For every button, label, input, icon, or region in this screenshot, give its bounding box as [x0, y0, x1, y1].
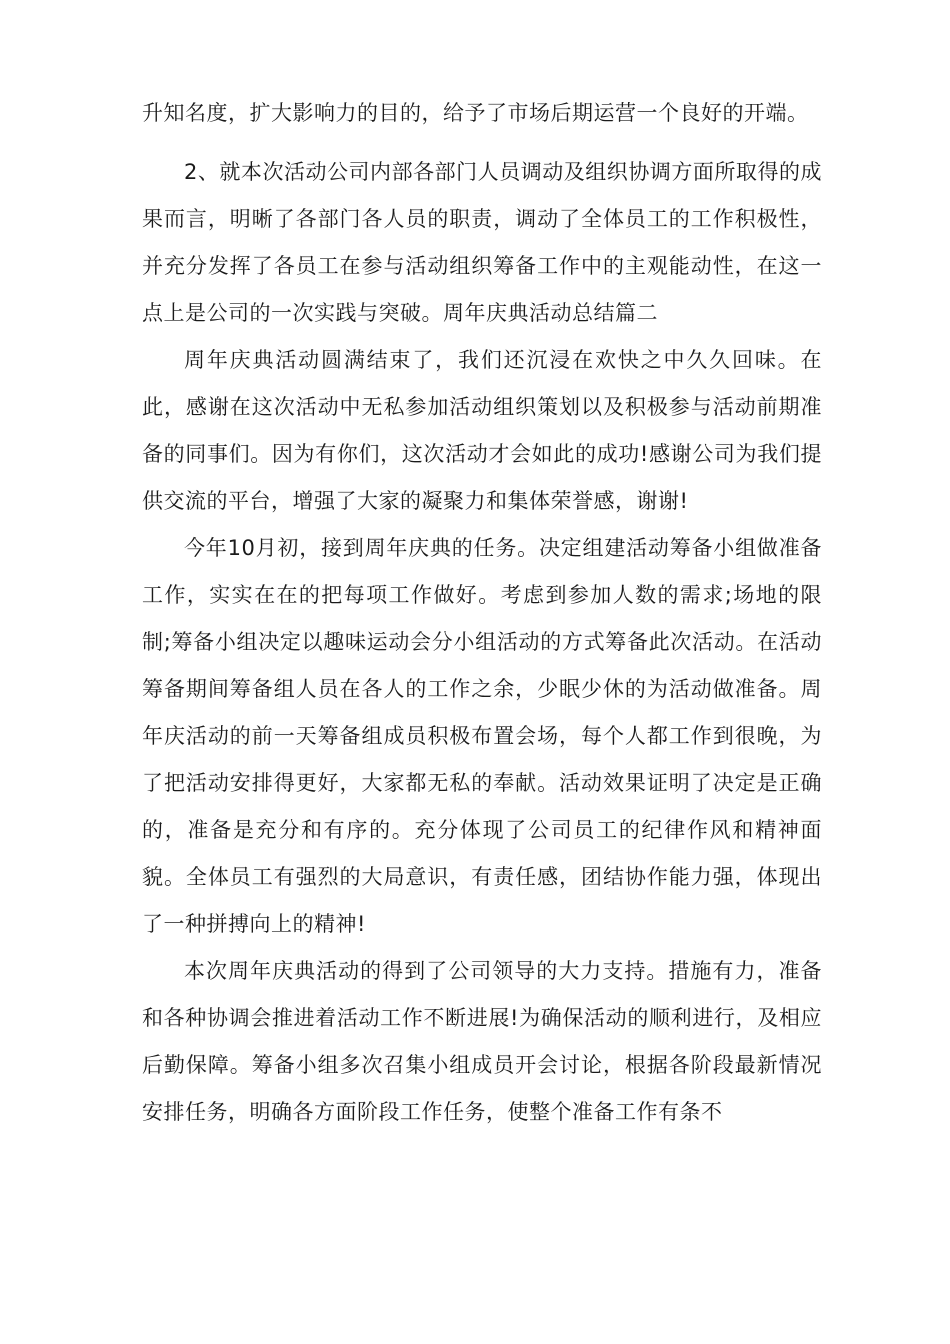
paragraph-4: 今年10月初，接到周年庆典的任务。决定组建活动筹备小组做准备工作，实实在在的把每项工作做好。考虑到参加人数的需求;场地的限制;筹备小组决定以趣味运动会分小组活动的方式筹备此次活动。在活动筹备期间筹备组人员在各人的工作之余，少眠少休的为活动做准备。周年庆活动的前一天筹备组成员积极布置会场，每个人都工作到很晚，为了把活动安排得更好，大家都无私的奉献。活动效果证明了决定是正确的，准备是充分和有序的。充分体现了公司员工的纪律作风和精神面貌。全体员工有强烈的大局意识，有责任感，团结协作能力强，体现出了一种拼搏向上的精神!: [142, 536, 822, 936]
paragraph-5: 本次周年庆典活动的得到了公司领导的大力支持。措施有力，准备和各种协调会推进着活动工作不断进展!为确保活动的顺利进行，及相应后勤保障。筹备小组多次召集小组成员开会讨论，根据各阶段最新情况安排任务，明确各方面阶段工作任务，使整个准备工作有条不: [142, 959, 822, 1124]
paragraph-3: 周年庆典活动圆满结束了，我们还沉浸在欢快之中久久回味。在此，感谢在这次活动中无私参加活动组织策划以及积极参与活动前期准备的同事们。因为有你们，这次活动才会如此的成功!感谢公司为我们提供交流的平台，增强了大家的凝聚力和集体荣誉感，谢谢!: [142, 348, 822, 513]
paragraph-continuation: 升知名度，扩大影响力的目的，给予了市场后期运营一个良好的开端。: [142, 101, 809, 125]
paragraph-2: 2、就本次活动公司内部各部门人员调动及组织协调方面所取得的成果而言，明晰了各部门各人员的职责，调动了全体员工的工作积极性，并充分发挥了各员工在参与活动组织筹备工作中的主观能动性，在这一点上是公司的一次实践与突破。周年庆典活动总结篇二: [142, 160, 822, 325]
document-body: [142, 90, 822, 1136]
